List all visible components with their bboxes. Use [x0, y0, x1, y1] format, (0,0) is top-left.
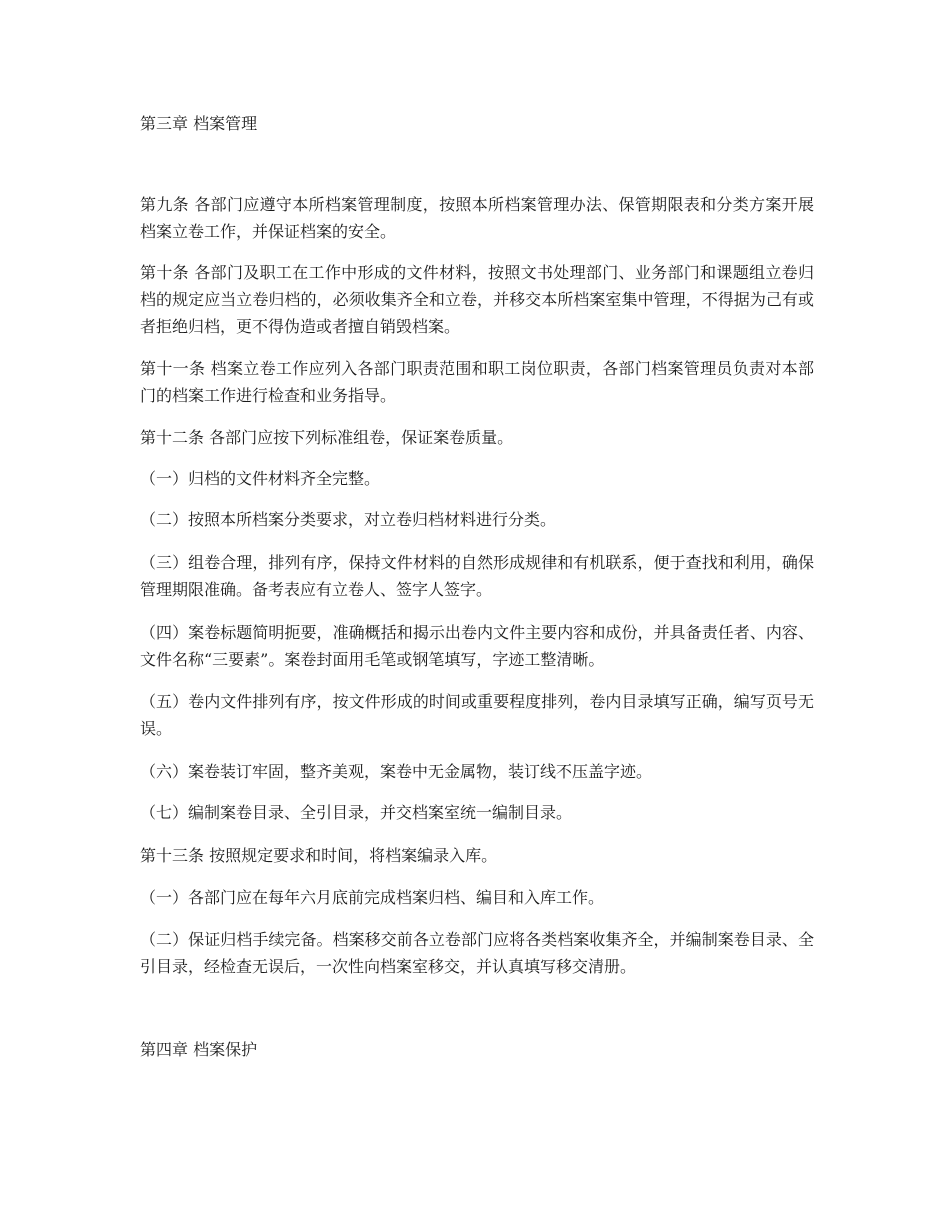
chapter-4-heading: 第四章 档案保护: [140, 1040, 258, 1059]
article-12-item-3: （三）组卷合理，排列有序，保持文件材料的自然形成规律和有机联系，便于查找和利用，确保管理期限准确。备考表应有立卷人、签字人签字。: [140, 553, 814, 599]
article-12-item-2: （二）按照本所档案分类要求，对立卷归档材料进行分类。: [140, 510, 557, 529]
article-13-item-2: （二）保证归档手续完备。档案移交前各立卷部门应将各类档案收集齐全，并编制案卷目录、全引目录，经检查无误后，一次性向档案室移交，并认真填写移交清册。: [140, 930, 814, 976]
article-12: 第十二条 各部门应按下列标准组卷，保证案卷质量。: [140, 428, 514, 447]
article-12-item-1: （一）归档的文件材料齐全完整。: [140, 469, 381, 488]
article-13-item-1: （一）各部门应在每年六月底前完成档案归档、编目和入库工作。: [140, 888, 605, 907]
article-12-item-4: （四）案卷标题简明扼要，准确概括和揭示出卷内文件主要内容和成份，并具备责任者、内容、文件名称“三要素”。案卷封面用毛笔或钢笔填写，字迹工整清晰。: [140, 623, 814, 669]
article-10: 第十条 各部门及职工在工作中形成的文件材料，按照文书处理部门、业务部门和课题组立卷归档的规定应当立卷归档的，必须收集齐全和立卷，并移交本所档案室集中管理，不得据为己有或者拒绝归档，更不得伪造或者擅自销毁档案。: [140, 263, 814, 336]
article-13: 第十三条 按照规定要求和时间，将档案编录入库。: [140, 846, 498, 865]
chapter-3-heading: 第三章 档案管理: [140, 114, 258, 133]
article-12-item-7: （七）编制案卷目录、全引目录，并交档案室统一编制目录。: [140, 803, 573, 822]
article-12-item-6: （六）案卷装订牢固，整齐美观，案卷中无金属物，装订线不压盖字迹。: [140, 762, 653, 781]
article-9: 第九条 各部门应遵守本所档案管理制度，按照本所档案管理办法、保管期限表和分类方案开展档案立卷工作，并保证档案的安全。: [140, 195, 814, 241]
article-12-item-5: （五）卷内文件排列有序，按文件形成的时间或重要程度排列，卷内目录填写正确，编写页号无误。: [140, 692, 814, 738]
article-11: 第十一条 档案立卷工作应列入各部门职责范围和职工岗位职责，各部门档案管理员负责对本部门的档案工作进行检查和业务指导。: [140, 359, 814, 405]
